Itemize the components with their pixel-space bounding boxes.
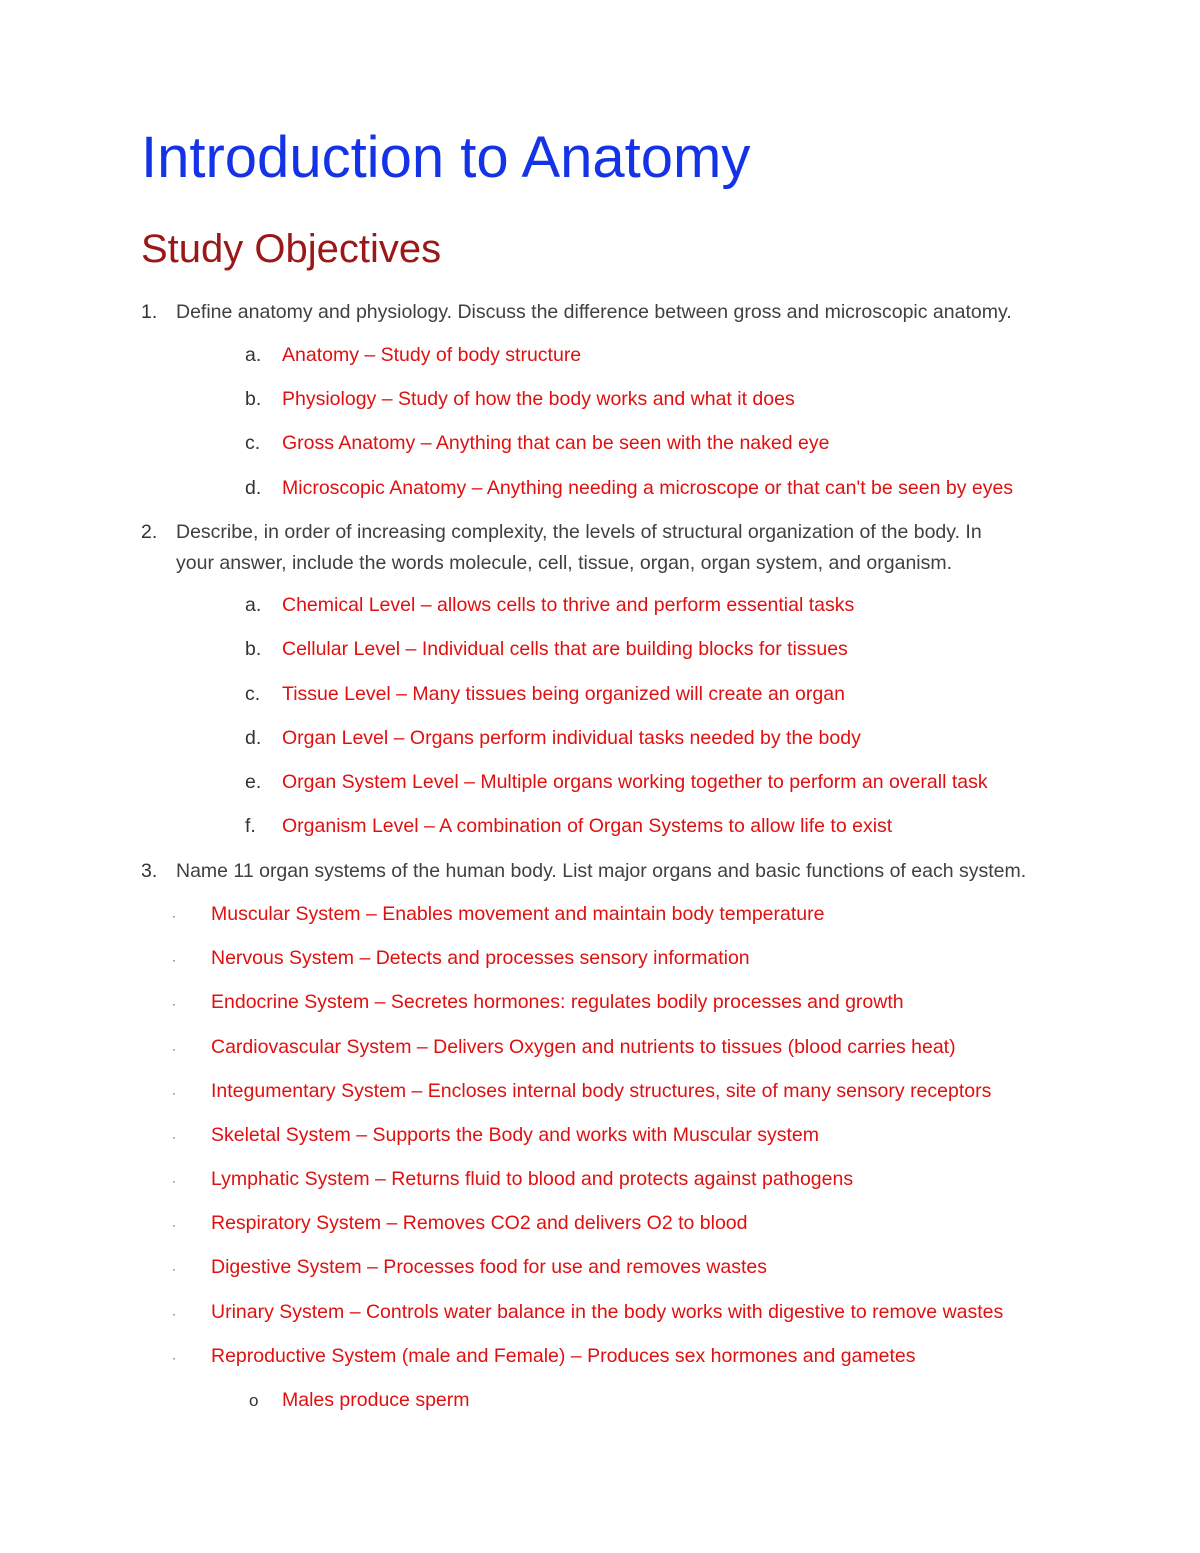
- answer-text: Reproductive System (male and Female) – Produces sex hormones and gametes: [211, 1345, 916, 1367]
- bullet-marker: ·: [172, 1262, 176, 1276]
- answer-text: Tissue Level – Many tissues being organized will create an organ: [282, 683, 845, 705]
- answer-text: Skeletal System – Supports the Body and works with Muscular system: [211, 1124, 820, 1146]
- answer-text: Males produce sperm: [282, 1389, 470, 1411]
- page-title: Introduction to Anatomy: [141, 125, 751, 190]
- list-marker: d.: [245, 477, 262, 499]
- list-marker: d.: [245, 727, 262, 749]
- bullet-marker: ·: [172, 997, 176, 1011]
- objective-text: your answer, include the words molecule, cell, tissue, organ, organ system, and organism.: [176, 552, 953, 574]
- answer-text: Organ Level – Organs perform individual tasks needed by the body: [282, 727, 861, 749]
- objective-text: Name 11 organ systems of the human body. List major organs and basic functions of each system.: [176, 860, 1027, 882]
- objective-number: 3.: [141, 860, 158, 882]
- answer-text: Nervous System – Detects and processes sensory information: [211, 947, 750, 969]
- objective-text: Define anatomy and physiology. Discuss the difference between gross and microscopic anatomy.: [176, 301, 1012, 323]
- list-marker: f.: [245, 815, 256, 837]
- list-marker: b.: [245, 388, 262, 410]
- answer-text: Microscopic Anatomy – Anything needing a microscope or that can't be seen by eyes: [282, 477, 1014, 499]
- bullet-marker: ·: [172, 1042, 176, 1056]
- answer-text: Respiratory System – Removes CO2 and delivers O2 to blood: [211, 1212, 748, 1234]
- answer-text: Cardiovascular System – Delivers Oxygen and nutrients to tissues (blood carries heat): [211, 1036, 956, 1058]
- answer-text: Organism Level – A combination of Organ Systems to allow life to exist: [282, 815, 893, 837]
- answer-text: Muscular System – Enables movement and maintain body temperature: [211, 903, 825, 925]
- bullet-marker: ·: [172, 1351, 176, 1365]
- answer-text: Physiology – Study of how the body works and what it does: [282, 388, 795, 410]
- list-marker: c.: [245, 432, 261, 454]
- answer-text: Digestive System – Processes food for use and removes wastes: [211, 1256, 767, 1278]
- list-marker: o: [249, 1391, 259, 1410]
- answer-text: Cellular Level – Individual cells that are building blocks for tissues: [282, 638, 848, 660]
- answer-text: Lymphatic System – Returns fluid to blood and protects against pathogens: [211, 1168, 854, 1190]
- list-marker: c.: [245, 683, 261, 705]
- answer-text: Organ System Level – Multiple organs working together to perform an overall task: [282, 771, 988, 793]
- answer-text: Anatomy – Study of body structure: [282, 344, 582, 366]
- bullet-marker: ·: [172, 1130, 176, 1144]
- bullet-marker: ·: [172, 1086, 176, 1100]
- objective-number: 2.: [141, 521, 158, 543]
- answer-text: Integumentary System – Encloses internal body structures, site of many sensory receptors: [211, 1080, 992, 1102]
- answer-text: Endocrine System – Secretes hormones: regulates bodily processes and growth: [211, 991, 904, 1013]
- section-heading: Study Objectives: [141, 227, 442, 271]
- list-marker: e.: [245, 771, 262, 793]
- bullet-marker: ·: [172, 1218, 176, 1232]
- objective-number: 1.: [141, 301, 158, 323]
- objective-text: Describe, in order of increasing complexity, the levels of structural organization of the body. In: [176, 521, 982, 543]
- list-marker: a.: [245, 594, 262, 616]
- bullet-marker: ·: [172, 909, 176, 923]
- answer-text: Chemical Level – allows cells to thrive and perform essential tasks: [282, 594, 855, 616]
- answer-text: Gross Anatomy – Anything that can be seen with the naked eye: [282, 432, 830, 454]
- bullet-marker: ·: [172, 1174, 176, 1188]
- answer-text: Urinary System – Controls water balance in the body works with digestive to remove wastes: [211, 1301, 1004, 1323]
- list-marker: a.: [245, 344, 262, 366]
- list-marker: b.: [245, 638, 262, 660]
- bullet-marker: ·: [172, 953, 176, 967]
- bullet-marker: ·: [172, 1307, 176, 1321]
